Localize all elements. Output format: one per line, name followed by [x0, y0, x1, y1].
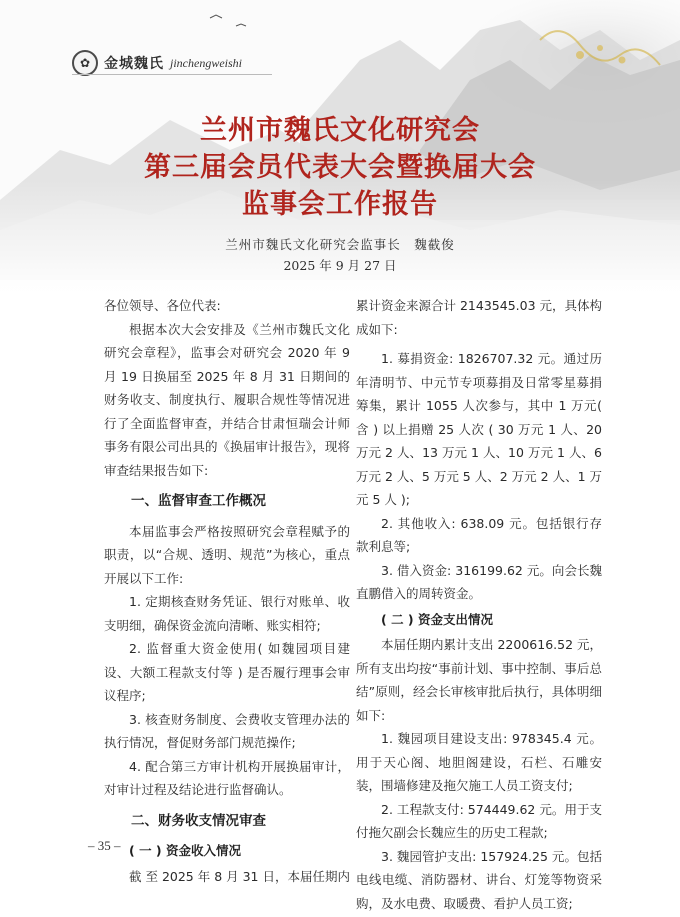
- income-intro: 截 至 2025 年 8 月 31 日，本届任期内: [129, 868, 350, 884]
- income-item-3: 3. 借入资金: 316199.62 元。向会长魏直鹏借入的周转资金。: [356, 562, 602, 601]
- work-item-2: 2. 监督重大资金使用( 如魏园项目建设、大额工程款支付等 ) 是否履行理事会审议程序;: [104, 641, 350, 703]
- overview-paragraph: 本届监事会严格按照研究会章程赋予的职责，以“合规、透明、规范”为核心，重点开展以下工作:: [104, 523, 350, 586]
- expense-item-2: 2. 工程款支付: 574449.62 元。用于支付拖欠副会长魏应生的历史工程款;: [356, 801, 602, 840]
- brand-pinyin: jinchengweishi: [170, 55, 242, 70]
- intro-paragraph: 根据本次大会安排及《兰州市魏氏文化研究会章程》，监事会对研究会 2020 年 9 月 19 日换届至 2025 年 8 月 31 日期间的财务收支、制度执行、履职合规性等情况进行了全面监督审查，并结合甘肃恒瑞会计师事务有限公司出具的《换届审计报告》，现将审查结果报告如下:: [104, 321, 350, 478]
- report-date: 2025 年 9 月 27 日: [283, 258, 397, 273]
- income-item-2: 2. 其他收入: 638.09 元。包括银行存款利息等;: [356, 515, 602, 554]
- income-total: 累计资金来源合计 2143545.03 元，具体构成如下:: [356, 298, 602, 337]
- journal-header: [72, 50, 242, 76]
- journal-logo-icon: [72, 50, 98, 76]
- subsection-heading-income: ( 一 ) 资金收入情况: [129, 843, 241, 858]
- subsection-heading-expense: ( 二 ) 资金支出情况: [381, 611, 493, 627]
- page-number: – 35 –: [88, 838, 121, 853]
- work-item-3: 3. 核查财务制度、会费收支管理办法的执行情况，督促财务部门规范操作;: [104, 711, 350, 750]
- title-line-3: 监事会工作报告: [242, 189, 438, 220]
- logo-glyph: ✿: [79, 56, 91, 70]
- expense-item-1: 1. 魏园项目建设支出: 978345.4 元。用于天心阁、地胆阁建设，石栏、石雕安装，围墙修建及拖欠施工人员工资支付;: [356, 731, 602, 793]
- section-heading-2: 二、财务收支情况审查: [131, 812, 266, 829]
- section-heading-1: 一、监督审查工作概况: [131, 493, 266, 509]
- work-item-1: 1. 定期核查财务凭证、银行对账单、收支明细，确保资金流向清晰、账实相符;: [104, 594, 350, 633]
- expense-item-3: 3. 魏园管护支出: 157924.25 元。包括电线电缆、消防器材、讲台、灯笼等物资采购，及水电费、取暖费、看护人员工资;: [356, 848, 602, 911]
- expense-intro: 本届任期内累计支出 2200616.52 元，所有支出均按“事前计划、事中控制、事后总结”原则，经会长审核审批后执行，具体明细如下:: [356, 637, 602, 723]
- income-item-1: 1. 募捐资金: 1826707.32 元。通过历年清明节、中元节专项募捐及日常零星募捐筹集，累计 1055 人次参与，其中 1 万元( 含 ) 以上捐赠 25 人次 ( 30 万元 1 人、20 万元 2 人、13 万元 1 人、10 万元 1 人、6 万元 2 人、5 万元 5 人、2 万元 2 人、1 万元 5 人 );: [356, 351, 602, 507]
- report-author: 兰州市魏氏文化研究会监事长 魏截俊: [225, 237, 455, 252]
- right-column: [356, 294, 602, 915]
- work-item-4: 4. 配合第三方审计机构开展换届审计，对审计过程及结论进行监督确认。: [104, 758, 350, 797]
- title-line-2: 第三届会员代表大会暨换届大会: [144, 152, 536, 183]
- brand-chinese: 金城魏氏: [104, 56, 164, 72]
- report-title: [0, 112, 680, 223]
- left-column: [104, 294, 350, 888]
- header-divider: [72, 74, 272, 75]
- title-line-1: 兰州市魏氏文化研究会: [200, 115, 480, 146]
- salutation: 各位领导、各位代表:: [104, 298, 221, 313]
